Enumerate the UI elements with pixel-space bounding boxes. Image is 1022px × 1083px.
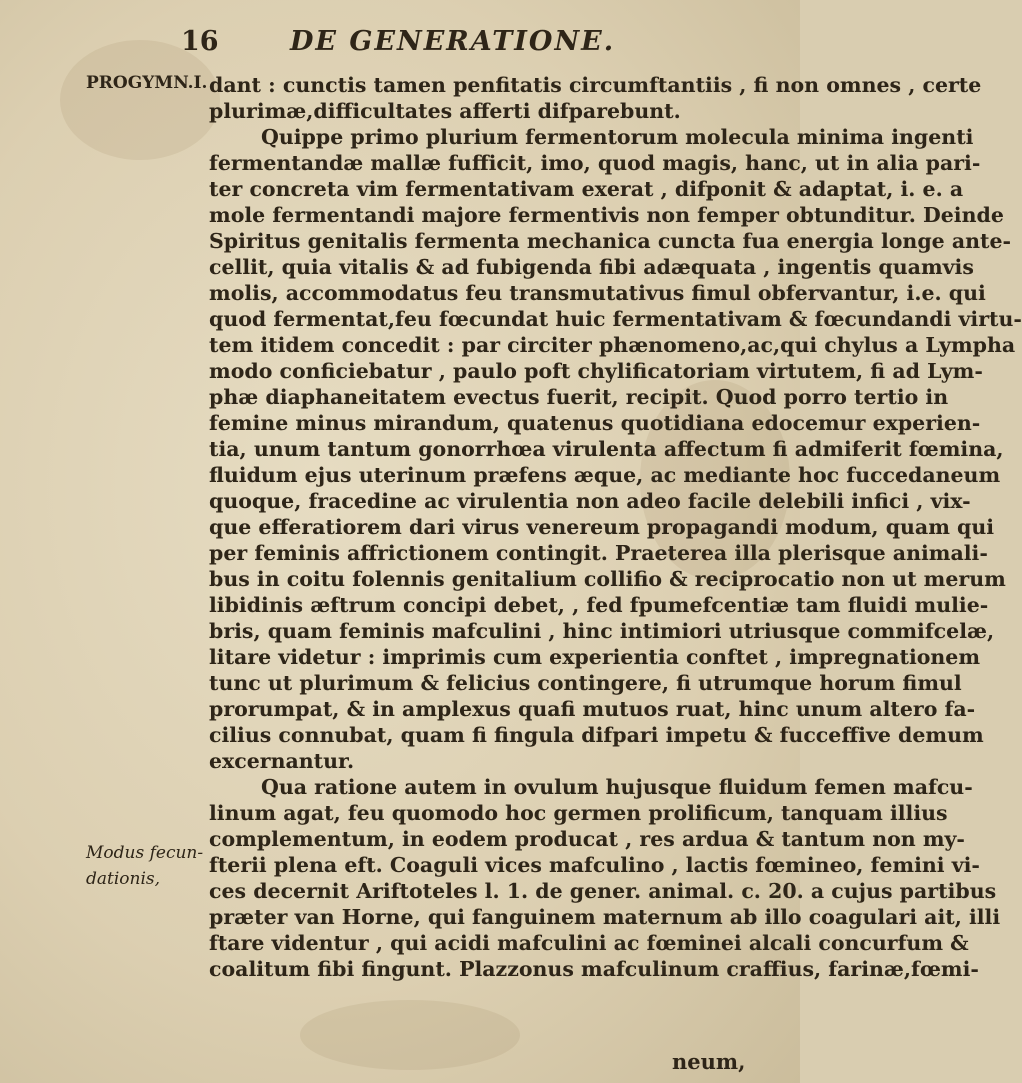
text-line: bris, quam feminis mafculini , hinc intimiori utriusque commifcelæ, [209,619,995,643]
text-line: cellit, quia vitalis & ad fubigenda fibi adæquata , ingentis quamvis [209,255,974,279]
catchword: neum, [672,1049,746,1074]
text-line: dant : cunctis tamen penfitatis circumftantiis , fi non omnes , certe [209,73,982,97]
text-line: modo conficiebatur , paulo poft chylificatoriam virtutem, fi ad Lym- [209,359,983,383]
text-line: molis, accommodatus feu transmutativus fimul obfervantur, i.e. qui [209,281,986,305]
text-line: ces decernit Ariftoteles l. 1. de gener. animal. c. 20. a cujus partibus [209,879,997,903]
text-line: præter van Horne, qui fanguinem maternum ab illo coagulari ait, illi [209,905,1001,929]
running-title: DE GENERATIONE. [290,26,616,57]
marginal-note [86,840,203,892]
text-line: libidinis æftrum concipi debet, , fed fpumefcentiæ tam fluidi mulie- [209,593,989,617]
text-line: tia, unum tantum gonorrhœa virulenta affectum fi admiferit fœmina, [209,437,1004,461]
marginal-note-line: dationis, [86,869,161,889]
text-line: linum agat, feu quomodo hoc germen prolificum, tanquam illius [209,801,948,825]
text-line: tunc ut plurimum & felicius contingere, fi utrumque horum fimul [209,671,962,695]
text-line: femine minus mirandum, quatenus quotidiana edocemur experien- [209,411,981,435]
marginal-note-line: Modus fecun- [86,843,204,863]
text-line: quoque, fracedine ac virulentia non adeo facile delebili infici , vix- [209,489,971,513]
text-line: fermentandæ mallæ fufficit, imo, quod magis, hanc, ut in alia pari- [209,151,981,175]
text-line: coalitum fibi fingunt. Plazzonus mafculinum craffius, farinæ,fœmi- [209,957,979,981]
text-line: mole fermentandi majore fermentivis non femper obtunditur. Deinde [209,203,1004,227]
text-line: plurimæ,difficultates afferti difparebunt. [209,99,681,123]
body-text [209,72,1022,982]
text-line: ter concreta vim fermentativam exerat , difponit & adaptat, i. e. a [209,177,964,201]
text-line: tem itidem concedit : par circiter phænomeno,ac,qui chylus a Lympha [209,333,1016,357]
text-line: Qua ratione autem in ovulum hujusque fluidum femen mafcu- [261,775,973,799]
text-line: excernantur. [209,749,355,773]
page-header [0,26,800,66]
text-line: ftare videntur , qui acidi mafculini ac fœminei alcali concurfum & [209,931,969,955]
text-line: Quippe primo plurium fermentorum molecula minima ingenti [261,125,974,149]
text-line: phæ diaphaneitatem evectus fuerit, recipit. Quod porro tertio in [209,385,949,409]
text-line: per feminis affrictionem contingit. Praeterea illa plerisque animali- [209,541,988,565]
text-line: fterii plena eft. Coaguli vices mafculino , lactis fœmineo, femini vi- [209,853,980,877]
text-line: bus in coitu folennis genitalium collifio & reciprocatio non ut merum [209,567,1006,591]
text-line: fluidum ejus uterinum præfens æque, ac mediante hoc fuccedaneum [209,463,1001,487]
text-line: cilius connubat, quam fi fingula difpari impetu & fucceffive demum [209,723,984,747]
text-line: complementum, in eodem producat , res ardua & tantum non my- [209,827,965,851]
text-line: que efferatiorem dari virus venereum propagandi modum, quam qui [209,515,995,539]
text-line: Spiritus genitalis fermenta mechanica cuncta fua energia longe ante- [209,229,1012,253]
page-number: 16 [181,26,219,57]
text-line: prorumpat, & in amplexus quafi mutuos ruat, hinc unum altero fa- [209,697,976,721]
section-side-label: PROGYMN.I. [86,73,208,93]
paper-stain [300,1000,520,1070]
text-line: quod fermentat,feu fœcundat huic fermentativam & fœcundandi virtu- [209,307,1022,331]
text-line: litare videtur : imprimis cum experientia conftet , impregnationem [209,645,981,669]
